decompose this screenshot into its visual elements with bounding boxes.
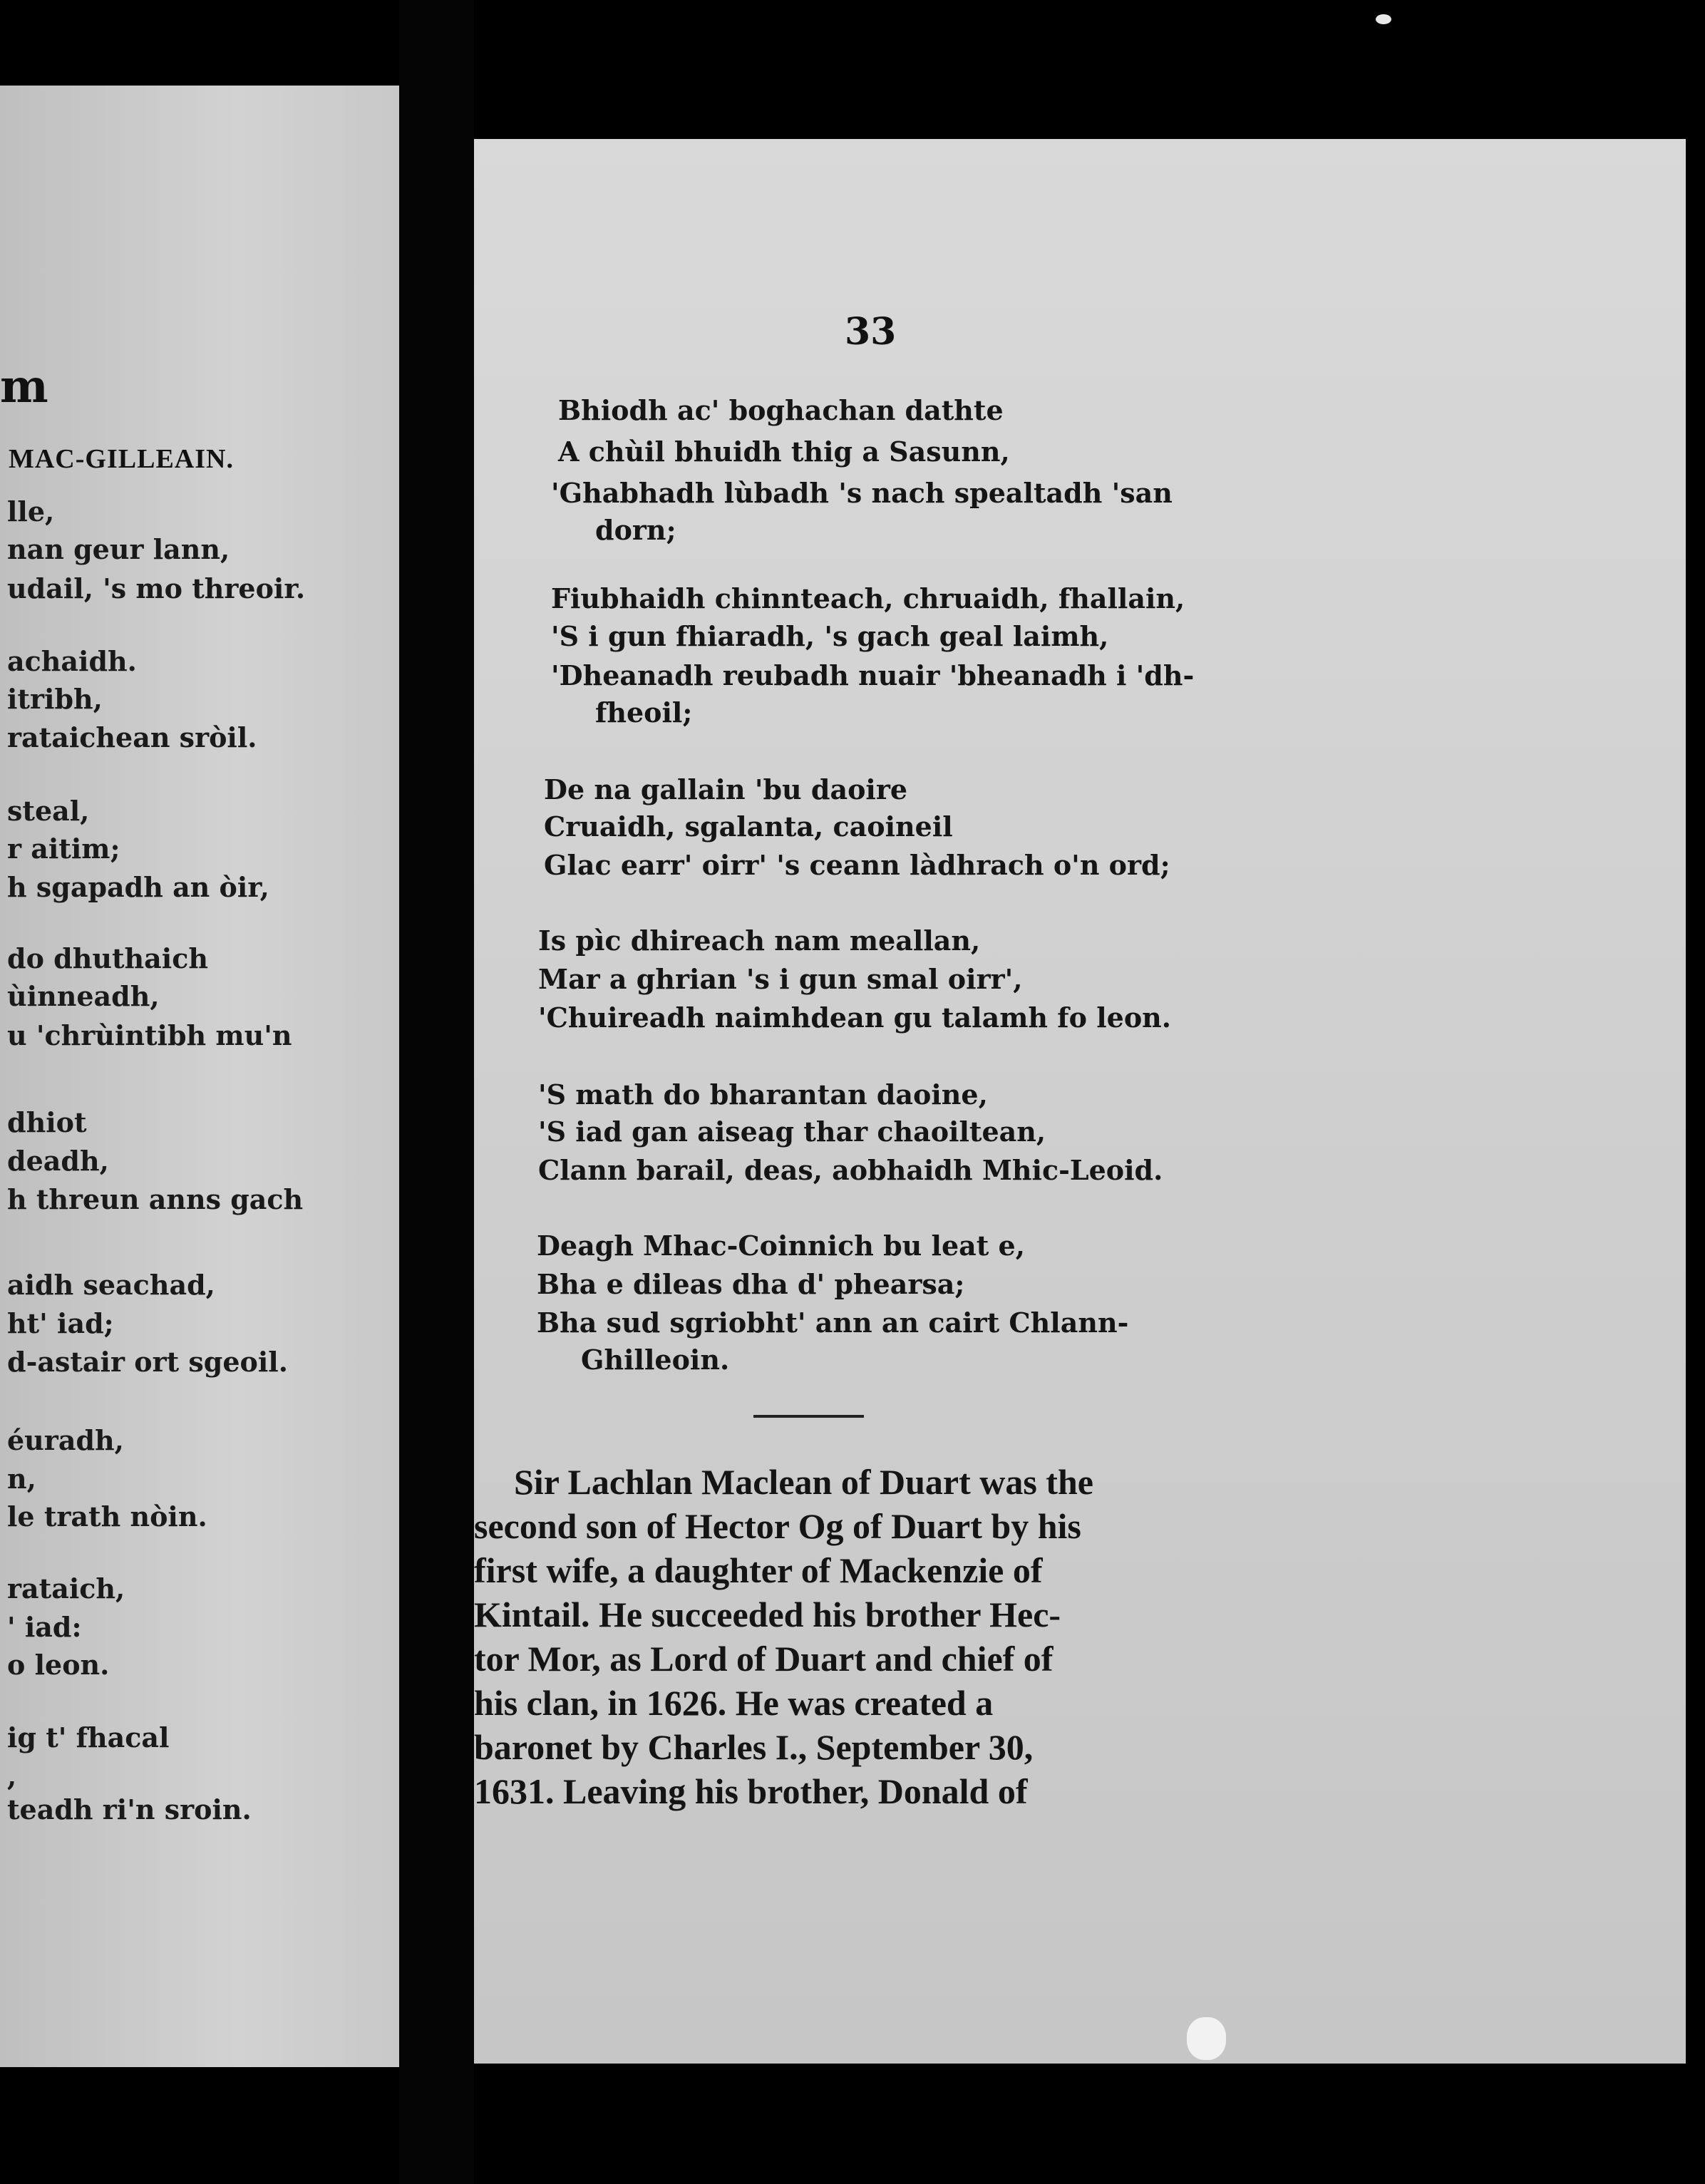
left-line: ig t' fhacal bbox=[7, 1721, 170, 1753]
left-line: aidh seachad, bbox=[7, 1269, 215, 1301]
left-line: o leon. bbox=[7, 1649, 110, 1681]
verse-line: 'Chuireadh naimhdean gu talamh fo leon. bbox=[538, 1001, 1172, 1034]
book-gutter bbox=[399, 0, 474, 2184]
verse-line: Cruaidh, sgalanta, caoineil bbox=[544, 810, 953, 843]
left-line: , bbox=[7, 1760, 17, 1792]
right-page bbox=[474, 139, 1686, 2064]
poem-title-fragment: m bbox=[0, 360, 48, 413]
left-line: r aitim; bbox=[7, 833, 120, 865]
left-line: rataich, bbox=[7, 1572, 125, 1604]
verse-line: 'S iad gan aiseag thar chaoiltean, bbox=[538, 1116, 1046, 1148]
verse-line: Bhiodh ac' boghachan dathte bbox=[558, 394, 1004, 426]
left-line: u 'chrùintibh mu'n bbox=[7, 1019, 292, 1051]
verse-line: 'S math do bharantan daoine, bbox=[538, 1078, 988, 1111]
film-blot bbox=[1187, 2017, 1226, 2060]
left-line: steal, bbox=[7, 795, 90, 827]
verse-line: Clann barail, deas, aobhaidh Mhic-Leoid. bbox=[538, 1154, 1163, 1186]
left-line: itribh, bbox=[7, 683, 103, 715]
verse-line: Fiubhaidh chinnteach, chruaidh, fhallain, bbox=[551, 582, 1185, 614]
verse-line: De na gallain 'bu daoire bbox=[544, 773, 908, 805]
left-line: d-astair ort sgeoil. bbox=[7, 1346, 288, 1378]
prose-line: Kintail. He succeeded his brother Hec- bbox=[474, 1595, 1061, 1634]
left-line: ' iad: bbox=[7, 1611, 82, 1643]
left-line: h threun anns gach bbox=[7, 1183, 304, 1215]
left-line: ùinneadh, bbox=[7, 980, 160, 1012]
left-line: dhiot bbox=[7, 1106, 87, 1138]
prose-line: 1631. Leaving his brother, Donald of bbox=[474, 1771, 1028, 1811]
verse-line: Deagh Mhac-Coinnich bu leat e, bbox=[537, 1230, 1025, 1262]
left-line: rataichean sròil. bbox=[7, 721, 257, 753]
left-line: deadh, bbox=[7, 1145, 109, 1177]
left-line: éuradh, bbox=[7, 1424, 124, 1456]
verse-line: Bha sud sgriobht' ann an cairt Chlann- bbox=[537, 1307, 1129, 1339]
author-line: MAC-GILLEAIN. bbox=[9, 444, 234, 474]
verse-line: Glac earr' oirr' 's ceann làdhrach o'n ord; bbox=[544, 849, 1170, 881]
left-line: achaidh. bbox=[7, 645, 137, 677]
prose-line: his clan, in 1626. He was created a bbox=[474, 1683, 994, 1723]
verse-line: 'Dheanadh reubadh nuair 'bheanadh i 'dh- bbox=[551, 659, 1195, 691]
verse-line: Mar a ghrian 's i gun smal oirr', bbox=[538, 963, 1023, 995]
left-line: teadh ri'n sroin. bbox=[7, 1793, 252, 1825]
left-line: do dhuthaich bbox=[7, 942, 208, 974]
prose-line: baronet by Charles I., September 30, bbox=[474, 1727, 1034, 1767]
verse-line: fheoil; bbox=[595, 696, 693, 728]
prose-line: tor Mor, as Lord of Duart and chief of bbox=[474, 1639, 1054, 1679]
verse-line: A chùil bhuidh thig a Sasunn, bbox=[558, 436, 1010, 468]
verse-line: Ghilleoin. bbox=[581, 1344, 730, 1376]
verse-line: 'Ghabhadh lùbadh 's nach spealtadh 'san bbox=[551, 477, 1173, 509]
left-line: n, bbox=[7, 1463, 36, 1495]
verse-line: 'S i gun fhiaradh, 's gach geal laimh, bbox=[551, 620, 1109, 652]
page-number: 33 bbox=[845, 310, 897, 354]
verse-line: Is pìc dhireach nam meallan, bbox=[538, 924, 981, 957]
prose-line: Sir Lachlan Maclean of Duart was the bbox=[514, 1462, 1093, 1502]
verse-line: Bha e dileas dha d' phearsa; bbox=[537, 1268, 965, 1300]
section-divider bbox=[753, 1415, 864, 1418]
left-line: nan geur lann, bbox=[7, 533, 230, 565]
prose-line: first wife, a daughter of Mackenzie of bbox=[474, 1550, 1043, 1590]
left-page bbox=[0, 86, 399, 2067]
film-speck bbox=[1376, 14, 1391, 24]
left-line: lle, bbox=[7, 495, 55, 527]
left-line: udail, 's mo threoir. bbox=[7, 572, 306, 604]
left-line: ht' iad; bbox=[7, 1307, 114, 1339]
prose-line: second son of Hector Og of Duart by his bbox=[474, 1506, 1081, 1546]
left-line: h sgapadh an òir, bbox=[7, 871, 269, 903]
left-line: le trath nòin. bbox=[7, 1500, 207, 1533]
verse-line: dorn; bbox=[595, 514, 676, 546]
